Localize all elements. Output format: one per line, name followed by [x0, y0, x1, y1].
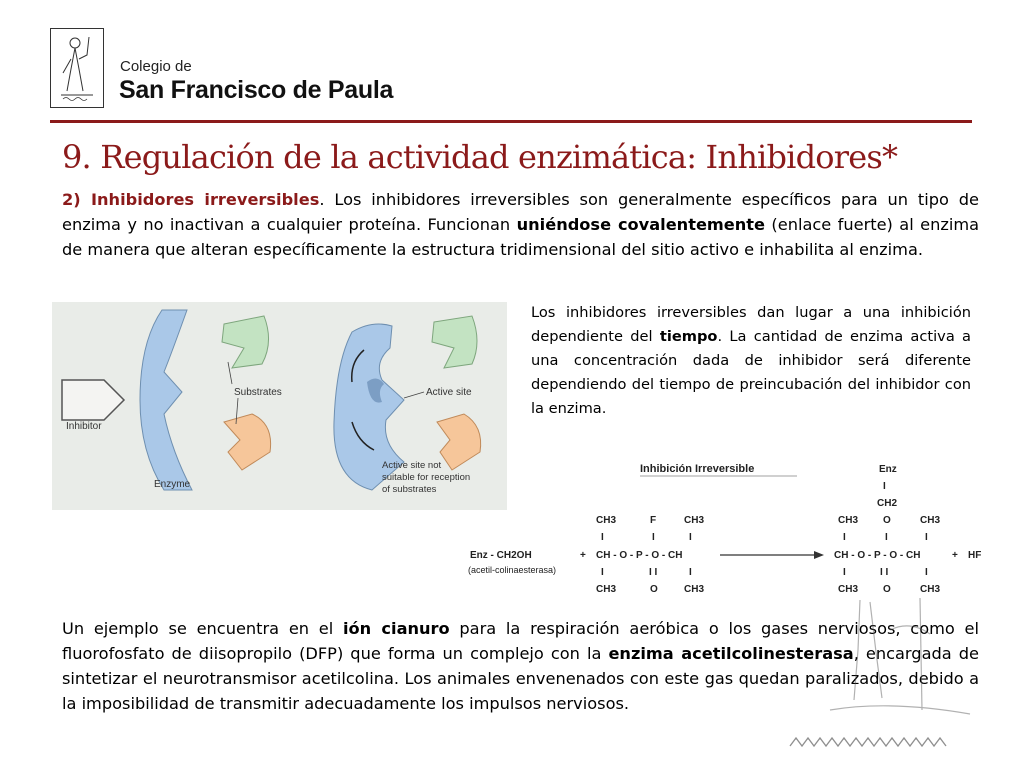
- not-suitable-line1: Active site not: [382, 460, 442, 471]
- active-site-label: Active site: [426, 387, 472, 398]
- bond-bar: I: [843, 567, 846, 578]
- hf-label: HF: [968, 550, 982, 561]
- reaction-scheme: [462, 458, 992, 608]
- bond-bar: I: [885, 532, 888, 543]
- paragraph-text: , encargada de sintetizar el neurotransmisor acetilcolina. Los animales envenenados con este gas quedan paralizados, debido a la imposibilidad de transmitir adecuadamente los impulsos nerviosos.: [62, 644, 979, 713]
- paragraph-irreversible: [62, 187, 979, 262]
- bold-term: tiempo: [659, 328, 718, 345]
- school-logo: [50, 28, 104, 108]
- chain-right: CH - O - P - O - CH: [834, 550, 921, 561]
- plus-sign: +: [580, 550, 586, 561]
- paragraph-text: . Los inhibidores irreversibles son generalmente específicos para un tipo de enzima y no inactivan a cualquier proteína. Funcionan: [62, 190, 980, 234]
- not-suitable-line3: of substrates: [382, 484, 437, 495]
- double-bond: I I: [649, 567, 658, 578]
- bond-bar: I: [883, 481, 886, 492]
- paragraph-text: para la respiración aeróbica o los gases nerviosos, como el fluorofosfato de diisopropilo (DFP) que forma un complejo con la: [62, 619, 979, 663]
- bond-bar: I: [689, 532, 692, 543]
- o-label: O: [883, 584, 891, 595]
- title-rule: [50, 120, 972, 123]
- bond-bar: I: [925, 532, 928, 543]
- paragraph-text: Los inhibidores irreversibles dan lugar a una inhibición dependiente del: [531, 304, 971, 345]
- bold-term: uniéndose covalentemente: [516, 215, 766, 234]
- enz-label: Enz: [879, 464, 897, 475]
- inhibition-diagram: [52, 302, 507, 510]
- paragraph-text: (enlace fuerte) al enzima de manera que alteran específicamente la estructura tridimensional del sitio activo e inhabilita al enzima.: [62, 215, 980, 259]
- ch3-label: CH3: [684, 584, 705, 595]
- bond-bar: I: [843, 532, 846, 543]
- paragraph-text: . La cantidad de enzima activa a una concentración dada de inhibidor será diferente dependiendo del tiempo de preincubación del inhibidor con la enzima.: [531, 328, 971, 417]
- bond-bar: I: [652, 532, 655, 543]
- paragraph-text: Un ejemplo se encuentra en el: [62, 619, 343, 638]
- f-label: F: [650, 515, 657, 526]
- bold-term: enzima acetilcolinesterasa: [608, 644, 854, 663]
- ch3-label: CH3: [596, 515, 617, 526]
- reactant-name: (acetil-colinaesterasa): [468, 565, 557, 575]
- bond-bar: I: [925, 567, 928, 578]
- reaction-arrowhead: [814, 551, 824, 559]
- ch3-label: CH3: [838, 584, 859, 595]
- o-label: O: [883, 515, 891, 526]
- o-label: O: [650, 584, 658, 595]
- not-suitable-line2: suitable for reception: [382, 472, 471, 483]
- bold-term: ión cianuro: [343, 619, 450, 638]
- bond-bar: I: [689, 567, 692, 578]
- inhibitor-label: Inhibitor: [66, 421, 102, 432]
- reaction-title: Inhibición Irreversible: [640, 463, 755, 475]
- enzyme-label: Enzyme: [154, 479, 191, 490]
- double-bond: I I: [880, 567, 889, 578]
- sketch-zigzag: [790, 738, 946, 746]
- logo-line2: San Francisco de Paula: [119, 76, 394, 104]
- ch3-label: CH3: [920, 515, 941, 526]
- substrates-label: Substrates: [234, 387, 282, 398]
- ch3-label: CH3: [838, 515, 859, 526]
- plus-sign: +: [952, 550, 958, 561]
- saint-figure-icon: [51, 29, 103, 107]
- ch2-label: CH2: [877, 498, 898, 509]
- ch3-label: CH3: [684, 515, 705, 526]
- reactant-label: Enz - CH2OH: [470, 550, 532, 561]
- section-label: 2) Inhibidores irreversibles: [62, 190, 320, 209]
- bond-bar: I: [601, 567, 604, 578]
- paragraph-example: [62, 616, 979, 716]
- bond-bar: I: [601, 532, 604, 543]
- chain-left: CH - O - P - O - CH: [596, 550, 683, 561]
- page-title: 9. Regulación de la actividad enzimática: Inhibidores*: [62, 138, 898, 176]
- logo-line1: Colegio de: [120, 58, 192, 75]
- ch3-label: CH3: [920, 584, 941, 595]
- ch3-label: CH3: [596, 584, 617, 595]
- paragraph-time-dependence: [531, 301, 971, 421]
